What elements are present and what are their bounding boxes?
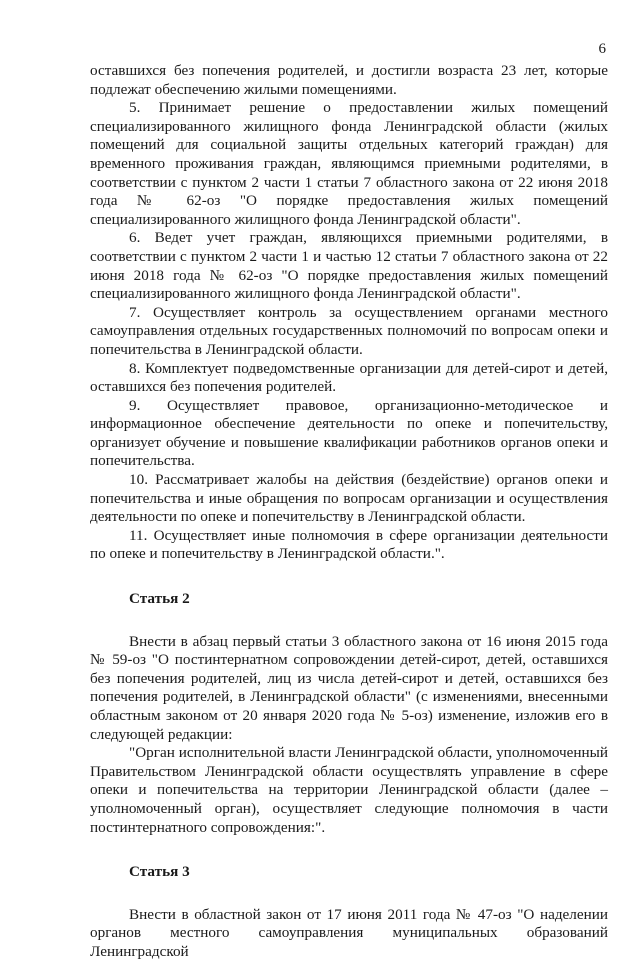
article-3-heading: Статья 3: [129, 863, 190, 881]
article-3-text: Внести в областной закон от 17 июня 2011 года № 47-оз "О наделении органов местного самоуправления муниципальных образований Ленинградской: [90, 905, 608, 960]
paragraph-item-11: 11. Осуществляет иные полномочия в сфере организации деятельности по опеке и попечительству в Ленинградской области.".: [90, 526, 608, 563]
document-body: [90, 62, 608, 962]
paragraph-item-7: 7. Осуществляет контроль за осуществлением органами местного самоуправления отдельных государственных полномочий по вопросам опеки и попечительства в Ленинградской области.: [90, 303, 608, 358]
spacer: [90, 882, 608, 906]
spacer: [90, 564, 608, 590]
spacer: [90, 609, 608, 633]
paragraph-item-9: 9. Осуществляет правовое, организационно-методическое и информационное обеспечение деятельности по опеке и попечительству, организует обучение и повышение квалификации работников органов опеки и попечительства.: [90, 396, 608, 470]
paragraph-item-8: 8. Комплектует подведомственные организации для детей-сирот и детей, оставшихся без попечения родителей.: [90, 359, 608, 396]
paragraph-item-10: 10. Рассматривает жалобы на действия (бездействие) органов опеки и попечительства и иные обращения по вопросам организации и осуществления деятельности по опеке и попечительству в Ленинградской области.: [90, 471, 608, 526]
paragraph-continuation: оставшихся без попечения родителей, и достигли возраста 23 лет, которые подлежат обеспечению жилыми помещениями.: [90, 62, 608, 98]
page-number: 6: [598, 41, 606, 57]
article-2-quote: "Орган исполнительной власти Ленинградской области, уполномоченный Правительством Ленинградской области осуществлять управление в сфере опеки и попечительства на территории Ленинградской области (далее – уполномоченный орган), осуществляет следующие полномочия в части постинтернатного сопровождения:".: [90, 744, 608, 836]
article-2-text: Внести в абзац первый статьи 3 областного закона от 16 июня 2015 года № 59-оз "О постинтернатном сопровождении детей-сирот, детей, оставшихся без попечения родителей, лиц из числа детей-сирот и детей, оставшихся без попечения родителей, в Ленинградской области" (с изменениями, внесенными областным законом от 20 января 2020 года № 5-оз) изменение, изложив его в следующей редакции:: [90, 632, 608, 743]
paragraph-item-5: 5. Принимает решение о предоставлении жилых помещений специализированного жилищного фонда Ленинградской области (жилых помещений для социальной защиты отдельных категорий граждан) для временного проживания граждан, являющимся приемными родителями, в соответствии с пунктом 2 части 1 статьи 7 областного закона от 22 июня 2018 года № 62-оз "О порядке предоставления жилых помещений специализированного жилищного фонда Ленинградской области".: [90, 99, 608, 228]
article-2-heading: Статья 2: [129, 590, 190, 608]
spacer: [90, 837, 608, 863]
paragraph-item-6: 6. Ведет учет граждан, являющихся приемными родителями, в соответствии с пунктом 2 части 1 и частью 12 статьи 7 областного закона от 22 июня 2018 года № 62-оз "О порядке предоставления жилых помещений специализированного жилищного фонда Ленинградской области".: [90, 229, 608, 303]
